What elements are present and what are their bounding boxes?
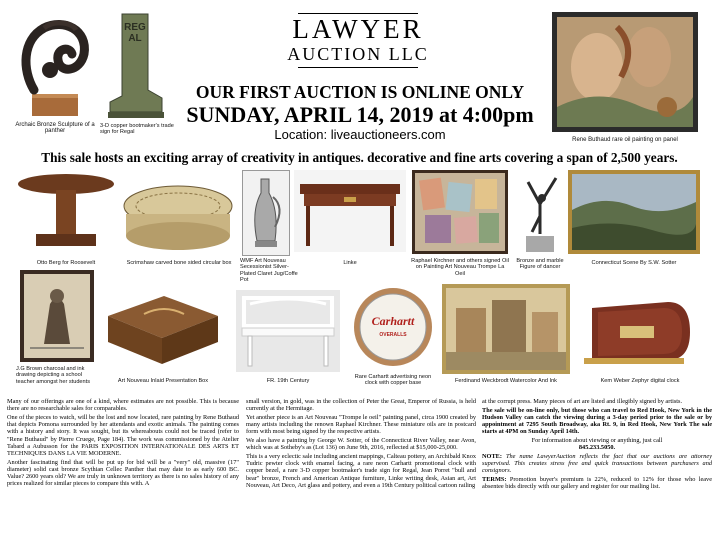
auction-date: SUNDAY, APRIL 14, 2019 at 4:00pm [186, 102, 534, 127]
note-label: NOTE: [482, 452, 502, 460]
caption-bronze-dancer: Bronze and marble Figure of dancer [516, 258, 564, 271]
wmf-claret-jug-photo [242, 170, 290, 256]
logo-line2: AUCTION LLC [287, 44, 429, 64]
caption-fr-19th-century: FR. 19th Century [266, 378, 310, 384]
jg-brown-drawing-photo [20, 270, 94, 362]
bronze-dancer-photo [516, 170, 564, 254]
terms-label: TERMS: [482, 476, 507, 484]
panther-sculpture-photo [14, 10, 96, 118]
article-column-2 [246, 398, 476, 490]
col3-info: For information about viewing or anything, just call [531, 437, 663, 445]
col3-sale-info: The sale will be on-line only, but those who can travel to Red Hook, New York in the Hudson Valley can catch the viewing during a 3-day period prior to the sale or by appointment at 7295 South Broadway, aka Rt. 9, in Red Hook, New York The sale starts at 4PM on Sunday April 14th. [482, 406, 712, 436]
clock-brand-text: Carhartt [371, 314, 415, 328]
auction-location: Location: liveauctioneers.com [274, 127, 446, 142]
logo-line1: LAWYER [292, 14, 424, 44]
weckbrodt-watercolor-photo [442, 284, 570, 374]
terms-text: Promotion buyer's premium is 22%, reduced to 12% for those who leave absentee bids directly with our gallery and register for our mailing list. [482, 476, 712, 491]
col3-terms [482, 476, 712, 490]
caption-jg-brown: J.G Brown charcoal and ink drawing depicting a school teacher amongst her students [16, 366, 91, 385]
caption-panther: Archaic Bronze Sculpture of a panther [15, 122, 95, 135]
col3-note [482, 453, 712, 475]
col3-phone: 845.233.5050. [578, 444, 616, 452]
carhartt-clock-photo [352, 286, 434, 368]
buthaud-painting-photo [552, 12, 698, 132]
caption-wmf: WMF Art Nouveau Secessionist Silver-Plated Claret Jug/Coffe Pot [240, 258, 298, 284]
note-text: The name LawyerAuction reflects the fact that our auctions are attorney supervised. This creates stress free and quick transactions between purchasers and consignors. [482, 452, 713, 475]
caption-sotter: Connecticut Scene By S.W. Sotter [591, 260, 677, 266]
col2-para-2: Yet another piece is an Art Nouveau "Trompe le oeil" painting panel, circa 1900 created by many artists including the renown Raphael Kirchner. These miniature oils are in postcard form with most being signed by the respective artists. [246, 413, 476, 436]
sotter-connecticut-painting-photo [568, 170, 700, 254]
caption-kirchner: Raphael Kirchner and others signed Oil on Painting Art Nouveau Trompe La Oeil [411, 258, 509, 277]
caption-scrimshaw: Scrimshaw carved bone sided circular box [126, 260, 232, 266]
caption-weckbrodt: Ferdinand Weckbrodt Watercolor And Ink [455, 378, 557, 384]
boot-sign-text: REGAL [124, 22, 146, 44]
headline: OUR FIRST AUCTION IS ONLINE ONLY [195, 82, 525, 102]
article-column-1 [7, 398, 239, 489]
col2-para-4: This is a very eclectic sale including ancient mappings, Calteau pottery, an Archibald Knox Tudric pewter clock with enamel facing, a rare neon Carhartt promotional clock with copper bezel, a rare 3-D copper bootmaker's trade sign for Regal, Jean Porret "bull and bear" bronze, French and American Antique furniture, Linke writing desk, Asian art, Art Nouveau, Art Deco, Art glass and pottery, and even a 19th Century political cartoon railing [246, 452, 476, 489]
col1-para-3: Another fascinating find that will be put up for bid will be a "very" old, massive (17" diameter) solid cast bronze Scythian Cellec Panther that may date to as early 600 BC. Value? 2600 years old? We are truly in unknown territory as there is no sales history of any prices realized for similar pieces to compare this with. A [7, 458, 239, 488]
caption-boot: 3-D copper bootmaker's trade sign for Regal [100, 123, 174, 136]
clock-sub-text: OVERALLS [379, 332, 407, 338]
otto-berg-table-photo [16, 170, 116, 254]
kem-weber-clock-photo [582, 298, 694, 368]
fr-19th-century-bench-photo [236, 290, 340, 372]
caption-kem-weber: Kem Weber Zephyr digital clock [600, 378, 680, 384]
regal-boot-sign-photo [104, 12, 166, 120]
col3-intro: at the corrupt press. Many pieces of art are listed and illegibly signed by artists. [482, 398, 683, 405]
caption-buthaud-painting: Rene Buthaud rare oil painting on panel [572, 137, 678, 143]
article-column-3 [482, 398, 712, 492]
caption-carhartt-clock: Rare Carhartt advertising neon clock with copper base [354, 374, 432, 387]
kirchner-trompe-loeil-photo [412, 170, 508, 254]
col2-para-1: small version, in gold, was in the collection of Peter the Great, Emperor of Russia, is held currently at the Hermitage. [246, 398, 476, 413]
art-nouveau-box-photo [104, 290, 222, 372]
col1-para-1: Many of our offerings are one of a kind, where estimates are not possible. This is because there are no researchable sales for comparables. [7, 398, 239, 413]
scrimshaw-box-photo [120, 176, 238, 256]
col2-para-3: We also have a painting by George W. Sotter, of the Connecticut River Valley, near Avon, which was at Sotheby's as (Lot 136) on June 9th, 2016, reflected at $15,000-25,000. [246, 437, 476, 452]
tagline: This sale hosts an exciting array of creativity in antiques. decorative and fine arts covering a span of 2,500 years. [41, 150, 678, 165]
caption-art-nouveau-box: Art Nouveau Inlaid Presentation Box [117, 378, 209, 384]
col1-para-2: One of the pieces to watch, will be the lost and now located, rare painting by Rene Buthaud that depicts Pomona surrounded by her attendants and exotic animals. The painting comes with a history and story. It was sought, but its whereabouts could not be traced (refer to "Rene Buthaud" by Pierre Cruege, Page 184). The work was commissioned by the Atelier Tabard a Aubusson for the PARIS EXPOSITION INTERNATIONALE DES ARTS ET TECHNIQUES DANS LA VIE MODERNE. [7, 413, 239, 457]
caption-otto-berg: Otto Berg for Roosevelt [36, 260, 96, 266]
linke-desk-photo [294, 170, 406, 252]
caption-linke: Linke [343, 260, 357, 266]
